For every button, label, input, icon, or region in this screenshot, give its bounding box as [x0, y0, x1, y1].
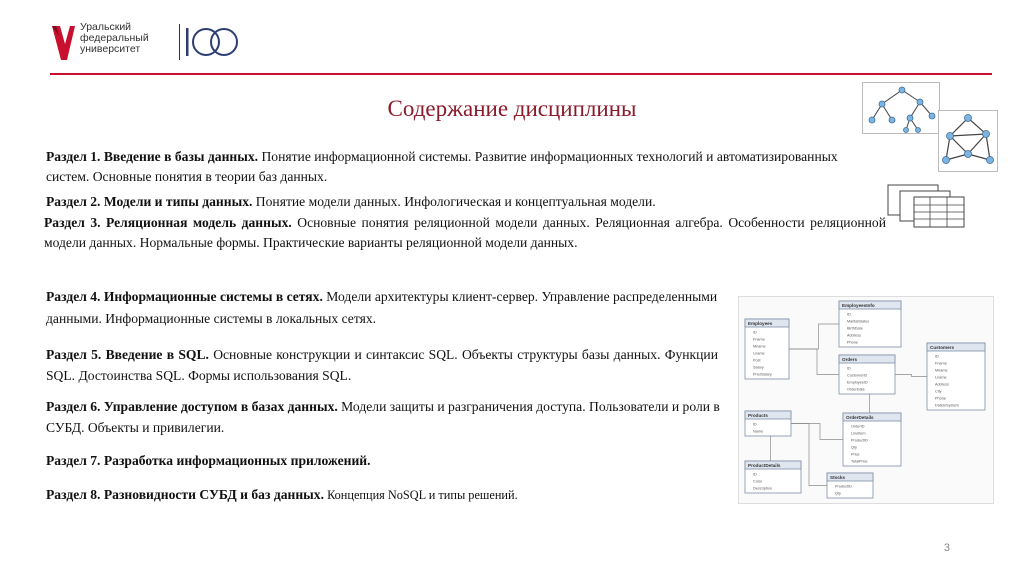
section-heading: Раздел 4. Информационные системы в сетях.: [46, 289, 323, 304]
schema-field: Mname: [753, 344, 766, 349]
schema-field: ProductID: [835, 484, 852, 489]
schema-field: City: [935, 389, 942, 394]
schema-table-name: Products: [748, 413, 768, 418]
schema-field: Fname: [935, 361, 947, 366]
section-6: [46, 396, 732, 438]
schema-field: Price: [851, 452, 860, 457]
section-5: [46, 344, 718, 386]
header-divider: [50, 73, 992, 75]
section-3: [44, 213, 886, 253]
section-8: [46, 485, 736, 505]
schema-field: Color: [753, 479, 763, 484]
schema-field: CustomerID: [847, 373, 868, 378]
schema-field: Lname: [753, 351, 765, 356]
schema-field: Name: [753, 429, 764, 434]
schema-field: ProductID: [851, 438, 868, 443]
schema-table-name: ProductDetails: [748, 463, 781, 468]
schema-field: OrderDate: [847, 387, 865, 392]
section-1: [46, 147, 846, 187]
schema-field: ID: [847, 312, 851, 317]
schema-table-name: Customers: [930, 345, 954, 350]
page-title: Содержание дисциплины: [387, 96, 637, 121]
schema-field: Qty: [835, 491, 841, 496]
schema-table: [745, 319, 789, 379]
schema-field: Description: [753, 486, 772, 491]
network-graph-icon: [938, 110, 998, 172]
section-heading: Раздел 2. Модели и типы данных.: [46, 194, 253, 209]
section-body: Модели защиты и разграничения доступа. Пользователи и роли в СУБД. Объекты и привилегии.: [46, 399, 720, 435]
schema-table: [839, 301, 901, 347]
section-heading: Раздел 1. Введение в базы данных.: [46, 149, 259, 164]
schema-table-name: Stocks: [830, 475, 846, 480]
schema-table: [745, 411, 791, 436]
schema-table: [843, 413, 901, 466]
schema-field: Post: [753, 358, 761, 363]
schema-field: Salary: [753, 365, 764, 370]
schema-field: LineItem: [851, 431, 866, 436]
schema-field: ID: [847, 366, 851, 371]
university-name-line: университет: [80, 43, 141, 55]
schema-field: DateInSystem: [935, 403, 959, 408]
schema-field: EmployeeID: [847, 380, 868, 385]
section-body: Понятие информационной системы. Развитие информационных технологий и автоматизированных систем. Основные понятия в теории баз данных.: [46, 149, 838, 184]
page-number: 3: [943, 542, 950, 554]
schema-field: Qty: [851, 445, 857, 450]
schema-field: OrderID: [851, 424, 865, 429]
schema-field: Address: [847, 333, 861, 338]
section-body: Основные конструкции и синтаксис SQL. Объекты структуры базы данных. Функции SQL. Достоинства SQL. Формы использования SQL.: [46, 347, 718, 383]
schema-table-box: [745, 319, 789, 379]
tree-graph-icon: [862, 82, 940, 134]
schema-field: Address: [935, 382, 949, 387]
anniversary-logo-icon: [184, 22, 246, 62]
schema-table: [927, 343, 985, 410]
section-heading: Раздел 8. Разновидности СУБД и баз данных.: [46, 487, 324, 502]
schema-field: Fname: [753, 337, 765, 342]
section-7: [46, 451, 736, 471]
tables-icon: [886, 183, 968, 229]
urfu-logo-icon: [50, 22, 76, 62]
section-body: Основные понятия реляционной модели данных. Реляционная алгебра. Особенности реляционной модели данных. Нормальные формы. Практические варианты реляционной модели данных.: [44, 215, 886, 250]
schema-field: Mname: [935, 368, 948, 373]
section-heading: Раздел 3. Реляционная модель данных.: [44, 215, 292, 230]
section-body: Модели архитектуры клиент-сервер. Управление распределенными данными. Информационные системы в локальных сетях.: [46, 289, 718, 326]
schema-table-name: OrderDetails: [846, 415, 874, 420]
schema-table: [745, 461, 801, 493]
section-heading: Раздел 7. Разработка информационных приложений.: [46, 453, 371, 468]
section-2: [46, 192, 886, 212]
schema-field: MaritalStatus: [847, 319, 870, 324]
schema-field: Phone: [847, 340, 858, 345]
university-name-line: федеральный: [80, 32, 149, 44]
section-body: Понятие модели данных. Инфологическая и концептуальная модели.: [252, 194, 656, 209]
database-schema-diagram: [738, 296, 994, 504]
schema-table-name: Employees: [748, 321, 773, 326]
schema-table: [827, 473, 873, 498]
section-4: [46, 286, 736, 330]
schema-field: ID: [753, 472, 757, 477]
university-name: [80, 22, 149, 55]
schema-field: ID: [935, 354, 939, 359]
section-body: Концепция NoSQL и типы решений.: [324, 488, 518, 502]
university-name-line: Уральский: [80, 21, 132, 33]
schema-field: TotalPrice: [851, 459, 868, 464]
schema-field: BirthDate: [847, 326, 863, 331]
schema-field: Lname: [935, 375, 947, 380]
schema-table-name: Orders: [842, 357, 858, 362]
schema-table-name: EmployeesInfo: [842, 303, 875, 308]
schema-field: Phone: [935, 396, 946, 401]
logo-separator: [179, 24, 180, 60]
schema-table: [839, 355, 895, 394]
schema-field: ID: [753, 330, 757, 335]
section-heading: Раздел 6. Управление доступом в базах данных.: [46, 399, 338, 414]
section-heading: Раздел 5. Введение в SQL.: [46, 347, 209, 362]
schema-field: ID: [753, 422, 757, 427]
schema-field: PriorSalary: [753, 372, 772, 377]
